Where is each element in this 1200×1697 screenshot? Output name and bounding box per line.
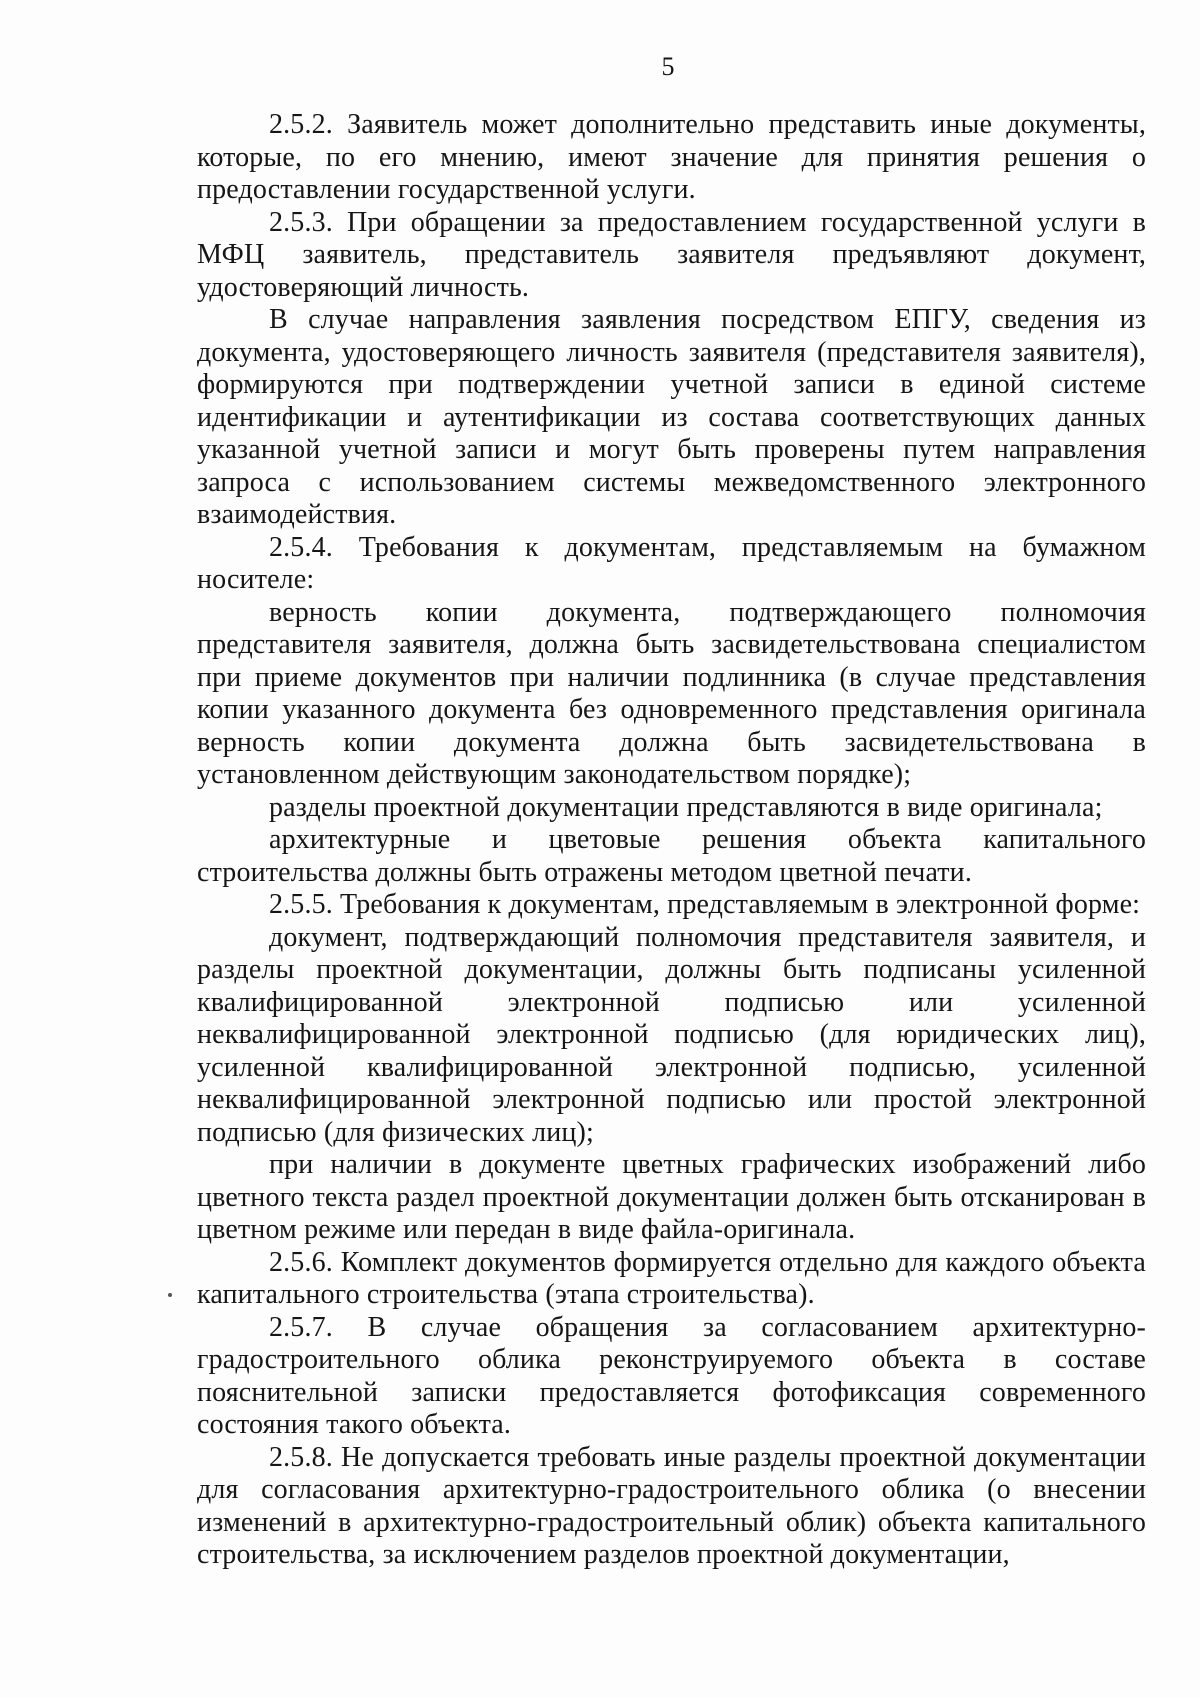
page-number: 5 [661,52,675,81]
paragraph-2-5-5: 2.5.5. Требования к документам, представляемым в электронной форме: [269,889,1141,920]
document-body [197,109,1146,1572]
paragraph-color-print: архитектурные и цветовые решения объекта капитального строительства должны быть отражены методом цветной печати. [197,824,1146,888]
paragraph-electronic-signature: документ, подтверждающий полномочия представителя заявителя, и разделы проектной документации, должны быть подписаны усиленной квалифицированной электронной подписью или усиленной неквалифицированной электронной подписью (для юридических лиц), усиленной квалифицированной электронной подписью, усиленной неквалифицированной электронной подписью или простой электронной подписью (для физических лиц); [197,921,1146,1148]
paragraph-copy-verification: верность копии документа, подтверждающего полномочия представителя заявителя, должна быть засвидетельствована специалистом при приеме документов при наличии подлинника (в случае представления копии указанного документа без одновременного представления оригинала верность копии документа должна быть засвидетельствована в установленном действующим законодательством порядке); [197,596,1146,790]
paragraph-original-sections: разделы проектной документации представляются в виде оригинала; [269,791,1103,823]
paragraph-2-5-6: 2.5.6. Комплект документов формируется отдельно для каждого объекта капитального строительства (этапа строительства). [197,1246,1146,1310]
paragraph-2-5-7: 2.5.7. В случае обращения за согласованием архитектурно-градостроительного облика реконструируемого объекта в составе пояснительной записки предоставляется фотофиксация современного состояния такого объекта. [197,1311,1146,1440]
scan-speck [168,1293,172,1297]
paragraph-2-5-4: 2.5.4. Требования к документам, представляемым на бумажном носителе: [197,531,1146,595]
paragraph-2-5-3: 2.5.3. При обращении за предоставлением государственной услуги в МФЦ заявитель, представитель заявителя предъявляют документ, удостоверяющий личность. [197,206,1146,303]
paragraph-2-5-8: 2.5.8. Не допускается требовать иные разделы проектной документации для согласования архитектурно-градостроительного облика (о внесении изменений в архитектурно-градостроительный облик) объекта капитального строительства, за исключением разделов проектной документации, [197,1441,1146,1570]
paragraph-2-5-2: 2.5.2. Заявитель может дополнительно представить иные документы, которые, по его мнению, имеют значение для принятия решения о предоставлении государственной услуги. [197,109,1146,205]
paragraph-color-scan: при наличии в документе цветных графических изображений либо цветного текста раздел проектной документации должен быть отсканирован в цветном режиме или передан в виде файла-оригинала. [197,1149,1146,1245]
paragraph-epgu-info: В случае направления заявления посредством ЕПГУ, сведения из документа, удостоверяющего личность заявителя (представителя заявителя), формируются при подтверждении учетной записи в единой системе идентификации и аутентификации из состава соответствующих данных указанной учетной записи и могут быть проверены путем направления запроса с использованием системы межведомственного электронного взаимодействия. [197,304,1146,530]
